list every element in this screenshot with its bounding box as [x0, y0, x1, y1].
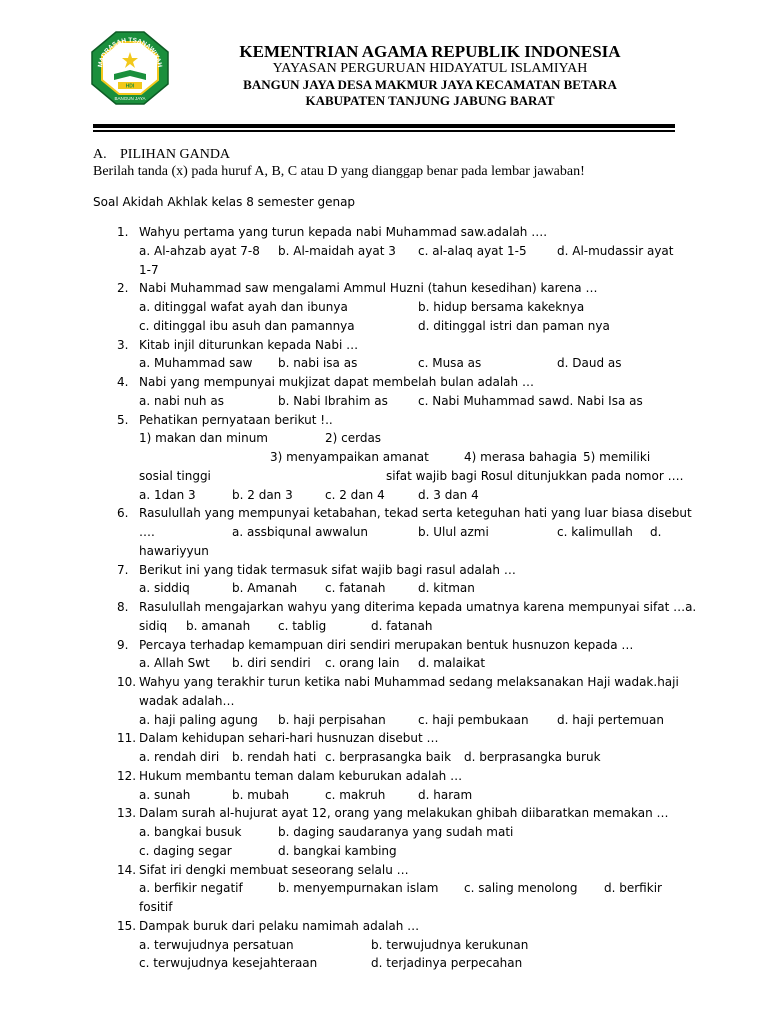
question-text: b. rendah hati — [232, 750, 317, 764]
subject-title: Soal Akidah Akhlak kelas 8 semester genap — [93, 195, 356, 209]
question-text: a. sunah — [139, 787, 191, 802]
question-text: c. haji pembukaan — [418, 712, 529, 727]
question-text: d. Al-mudassir ayat — [557, 243, 674, 258]
question-text: d. Daud as — [557, 356, 622, 371]
question-text: b. amanah — [186, 618, 251, 633]
question-text: sifat wajib bagi Rosul ditunjukkan pada nomor …. — [386, 468, 684, 483]
question-text: b. Amanah — [232, 581, 298, 596]
question-text: Kitab injil diturunkan kepada Nabi … — [139, 337, 359, 352]
question-text: d. haram — [418, 787, 473, 802]
question-text: a. Allah Swt — [139, 656, 210, 671]
question-text: Rasulullah mengajarkan wahyu yang diterima kepada umatnya karena mempunyai sifat …a. — [139, 600, 697, 614]
question-text: c. al-alaq ayat 1-5 — [418, 243, 527, 258]
question-text: Wahyu pertama yang turun kepada nabi Muhammad saw.adalah …. — [139, 225, 548, 239]
question-text: …. — [139, 525, 155, 539]
question-text: b. menyempurnakan islam — [278, 881, 439, 896]
question-text: c. tablig — [278, 618, 327, 633]
question-text: b. haji perpisahan — [278, 712, 386, 727]
question-number: 13. — [117, 806, 137, 821]
question-text: b. nabi isa as — [278, 356, 358, 371]
question-text: Sifat iri dengki membuat seseorang selalu … — [139, 862, 409, 877]
question-text: d. bangkai kambing — [278, 843, 397, 858]
question-number: 10. — [117, 675, 137, 689]
question-text: a. 1dan 3 — [139, 487, 196, 502]
question-number: 4. — [117, 375, 129, 389]
question-number: 8. — [117, 600, 129, 614]
question-text: a. berfikir negatif — [139, 881, 243, 896]
question-text: d. fatanah — [371, 618, 433, 633]
question-text: c. orang lain — [325, 656, 400, 671]
question-text: c. ditinggal ibu asuh dan pamannya — [139, 318, 355, 333]
question-text: 5) memiliki — [583, 450, 651, 464]
question-text: a. siddiq — [139, 581, 190, 596]
question-text: a. bangkai busuk — [139, 825, 242, 839]
header-foundation: YAYASAN PERGURUAN HIDAYATUL ISLAMIYAH — [272, 61, 588, 76]
question-text: a. Al-ahzab ayat 7-8 — [139, 243, 260, 258]
question-text: c. Nabi Muhammad sawd. Nabi Isa as — [418, 393, 643, 408]
question-text: a. terwujudnya persatuan — [139, 937, 294, 952]
question-text: b. Nabi Ibrahim as — [278, 393, 388, 408]
question-text: Dampak buruk dari pelaku namimah adalah … — [139, 918, 420, 933]
question-number: 3. — [117, 337, 129, 352]
question-text: d. berprasangka buruk — [464, 750, 601, 764]
question-text: b. diri sendiri — [232, 656, 311, 671]
question-text: c. berprasangka baik — [325, 750, 452, 764]
question-number: 11. — [117, 731, 137, 746]
question-text: d. terjadinya perpecahan — [371, 956, 523, 971]
question-number: 2. — [117, 281, 129, 296]
question-text: a. Muhammad saw — [139, 356, 253, 371]
question-text: c. fatanah — [325, 581, 386, 596]
header-ministry: KEMENTRIAN AGAMA REPUBLIK INDONESIA — [239, 42, 621, 61]
question-text: a. nabi nuh as — [139, 393, 224, 408]
question-text: 3) menyampaikan amanat — [270, 450, 429, 464]
section-letter: A. — [93, 147, 107, 162]
question-number: 1. — [117, 225, 129, 239]
section-title: PILIHAN GANDA — [120, 147, 231, 162]
logo-top-text: MADRASAH TSANAWIYAH — [97, 36, 163, 68]
question-number: 6. — [117, 506, 129, 521]
question-text: d. kitman — [418, 581, 475, 596]
question-text: Wahyu yang terakhir turun ketika nabi Muhammad sedang melaksanakan Haji wadak.haji — [139, 675, 679, 689]
question-text: d. ditinggal istri dan paman nya — [418, 318, 610, 333]
question-text: d. 3 dan 4 — [418, 487, 479, 502]
question-text: c. kalimullah — [557, 525, 633, 539]
question-text: c. Musa as — [418, 356, 482, 371]
question-number: 14. — [117, 862, 137, 877]
question-text: c. saling menolong — [464, 881, 578, 896]
question-text: 4) merasa bahagia — [464, 450, 578, 464]
header-regency: KABUPATEN TANJUNG JABUNG BARAT — [305, 93, 555, 108]
question-text: Rasulullah yang mempunyai ketabahan, tekad serta keteguhan hati yang luar biasa disebut — [139, 506, 692, 521]
question-text: sidiq — [139, 618, 168, 633]
question-text: Berikut ini yang tidak termasuk sifat wajib bagi rasul adalah … — [139, 562, 516, 577]
question-text: 2) cerdas — [325, 431, 382, 446]
question-number: 5. — [117, 412, 129, 427]
question-text: Percaya terhadap kemampuan diri sendiri merupakan bentuk husnuzon kepada … — [139, 637, 634, 652]
question-text: c. makruh — [325, 787, 386, 802]
question-text: d. malaikat — [418, 656, 486, 671]
question-text: a. ditinggal wafat ayah dan ibunya — [139, 300, 348, 314]
question-text: Dalam surah al-hujurat ayat 12, orang yang melakukan ghibah diibaratkan memakan … — [139, 806, 669, 821]
question-text: 1) makan dan minum — [139, 431, 268, 446]
question-text: hawariyyun — [139, 543, 209, 558]
question-text: b. Al-maidah ayat 3 — [278, 243, 396, 258]
question-text: b. hidup bersama kakeknya — [418, 300, 585, 314]
question-text: d. haji pertemuan — [557, 712, 664, 727]
question-text: a. rendah diri — [139, 750, 220, 764]
header-address: BANGUN JAYA DESA MAKMUR JAYA KECAMATAN BETARA — [243, 77, 617, 92]
question-text: c. terwujudnya kesejahteraan — [139, 956, 318, 971]
question-text: Nabi Muhammad saw mengalami Ammul Huzni (tahun kesedihan) karena … — [139, 281, 598, 296]
question-text: Nabi yang mempunyai mukjizat dapat membelah bulan adalah … — [139, 375, 534, 389]
question-text: sosial tinggi — [139, 468, 211, 483]
question-text: fositif — [139, 900, 173, 914]
question-text: Dalam kehidupan sehari-hari husnuzan disebut … — [139, 731, 439, 746]
question-text: b. daging saudaranya yang sudah mati — [278, 825, 514, 839]
header-rule-thick — [93, 124, 675, 128]
question-text: c. 2 dan 4 — [325, 487, 385, 502]
instruction-text: Berilah tanda (x) pada huruf A, B, C atau D yang dianggap benar pada lembar jawaban! — [93, 164, 585, 179]
question-text: a. assbiqunal awwalun — [232, 525, 369, 539]
header-rule-thin — [93, 130, 675, 132]
question-number: 9. — [117, 637, 129, 652]
question-number: 15. — [117, 918, 137, 933]
question-text: b. 2 dan 3 — [232, 487, 293, 502]
madrasah-logo — [90, 30, 170, 106]
logo-ribbon-text: HDI — [125, 83, 135, 90]
question-number: 7. — [117, 562, 129, 577]
question-text: Hukum membantu teman dalam keburukan adalah … — [139, 768, 463, 783]
question-text: c. daging segar — [139, 843, 232, 858]
question-text: wadak adalah… — [139, 693, 235, 708]
question-text: b. mubah — [232, 787, 290, 802]
question-text: a. haji paling agung — [139, 712, 258, 727]
question-text: 1-7 — [139, 262, 159, 277]
question-text: Pehatikan pernyataan berikut !.. — [139, 412, 333, 427]
question-text: d. berfikir — [604, 881, 662, 896]
question-text: d. — [650, 525, 662, 539]
question-text: b. Ulul azmi — [418, 525, 489, 539]
question-number: 12. — [117, 768, 137, 783]
question-text: b. terwujudnya kerukunan — [371, 937, 529, 952]
logo-bottom-text: BANGUN JAYA — [114, 96, 146, 101]
